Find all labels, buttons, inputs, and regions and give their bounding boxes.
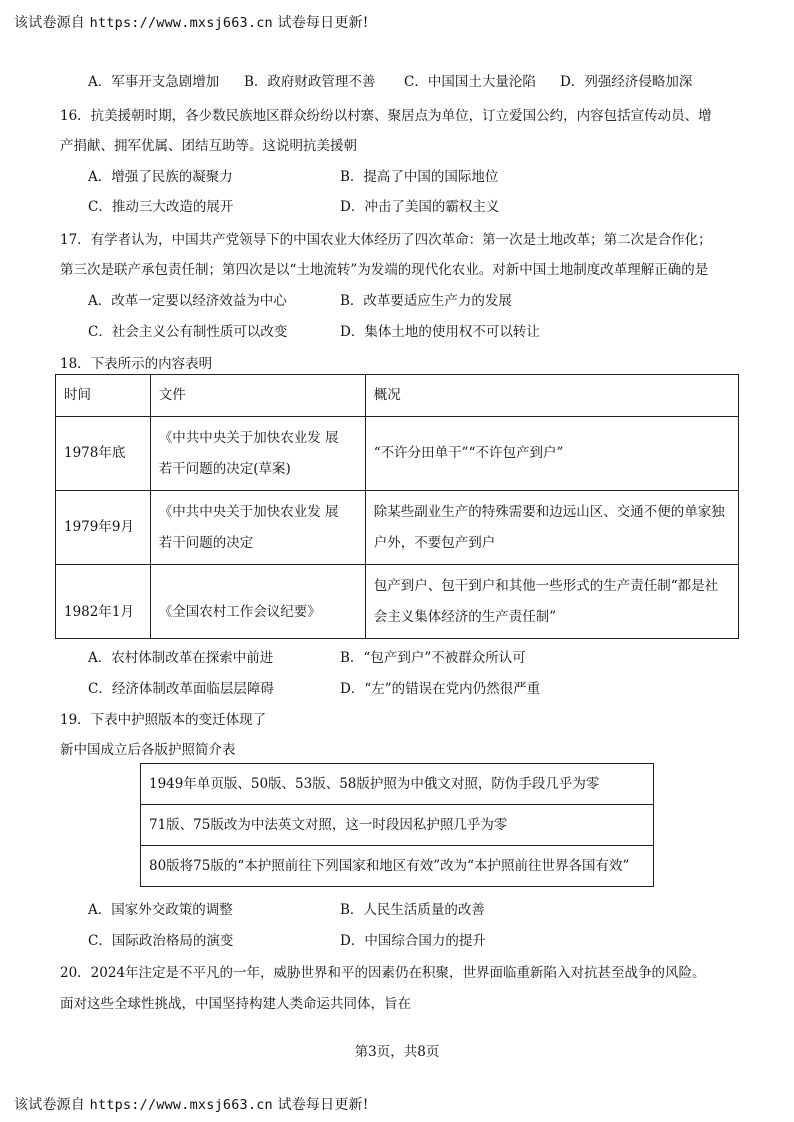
q18-row3-doc xyxy=(150,565,365,639)
banner-url[interactable]: https://www.mxsj663.cn xyxy=(89,1097,273,1113)
table-row xyxy=(56,491,739,565)
q20-stem-line2: 面对这些全球性挑战，中国坚持构建人类命运共同体，旨在 xyxy=(60,996,411,1012)
q18-option-a: A．农村体制改革在探索中前进 xyxy=(88,650,274,666)
q18-header-time: 时间 xyxy=(56,375,151,417)
q20-stem-line1: 20．2024年注定是不平凡的一年，威胁世界和平的因素仍在积聚，世界面临重新陷入对抗甚至战争的风险。 xyxy=(60,965,706,981)
q18-row2-time: 1979年9月 xyxy=(56,491,151,565)
table-row xyxy=(141,805,654,846)
q18-row1-doc-line2: 若干问题的决定(草案) xyxy=(158,460,291,477)
q19-option-d: D．中国综合国力的提升 xyxy=(340,933,486,949)
q16-option-c: C．推动三大改造的展开 xyxy=(88,199,234,215)
q19-row2: 71版、75版改为中法英文对照，这一时段因私护照几乎为零 xyxy=(141,805,654,846)
q16-option-d: D．冲击了美国的霸权主义 xyxy=(340,199,500,215)
q15-option-c: C．中国国土大量沦陷 xyxy=(404,74,536,90)
q18-row1-doc-line1: 《中共中央关于加快农业发 展 xyxy=(158,429,339,446)
q17-stem-line2: 第三次是联产承包责任制；第四次是以“土地流转”为发端的现代化农业。对新中国土地制度改革理解正确的是 xyxy=(60,262,709,278)
q18-row2-doc xyxy=(150,491,365,565)
q18-row3-desc xyxy=(365,565,738,639)
q18-option-b: B．“包产到户”不被群众所认可 xyxy=(340,650,526,666)
q15-option-d: D．列强经济侵略加深 xyxy=(560,74,693,90)
banner-prefix: 该试卷源自 xyxy=(14,1097,85,1113)
q18-row1-desc-line1: “不许分田单干”“不许包产到户” xyxy=(373,445,564,461)
q17-option-c: C．社会主义公有制性质可以改变 xyxy=(88,324,288,340)
q17-option-b: B．改革要适应生产力的发展 xyxy=(340,293,512,309)
q18-row2-desc-line2: 户外，不要包产到户 xyxy=(373,534,496,551)
q19-option-b: B．人民生活质量的改善 xyxy=(340,902,485,918)
table-row xyxy=(141,764,654,805)
q18-row2-doc-line1: 《中共中央关于加快农业发 展 xyxy=(158,503,339,520)
q18-row3-doc-line2: 《全国农村工作会议纪要》 xyxy=(158,604,321,620)
q18-row3-time: 1982年1月 xyxy=(56,565,151,639)
q18-option-d: D．“左”的错误在党内仍然很严重 xyxy=(340,681,541,697)
table-row xyxy=(56,417,739,491)
q18-stem: 18．下表所示的内容表明 xyxy=(60,356,213,372)
q19-table xyxy=(140,763,654,887)
source-banner-top xyxy=(14,12,369,32)
q18-row2-desc xyxy=(365,491,738,565)
q16-option-a: A．增强了民族的凝聚力 xyxy=(88,169,233,185)
banner-url[interactable]: https://www.mxsj663.cn xyxy=(89,15,273,31)
q18-row1-doc xyxy=(150,417,365,491)
page-number: 第3页，共8页 xyxy=(354,1044,440,1060)
q16-stem-line1: 16．抗美援朝时期，各少数民族地区群众纷纷以村寨、聚居点为单位，订立爱国公约，内容包括宣传动员、增 xyxy=(60,108,712,124)
q19-row1: 1949年单页版、50版、53版、58版护照为中俄文对照，防伪手段几乎为零 xyxy=(141,764,654,805)
q17-option-d: D．集体土地的使用权不可以转让 xyxy=(340,324,540,340)
q18-row1-desc xyxy=(365,417,738,491)
q18-header-desc: 概况 xyxy=(365,375,738,417)
q19-table-title: 新中国成立后各版护照简介表 xyxy=(60,742,236,758)
banner-suffix: 试卷每日更新! xyxy=(277,1097,369,1113)
source-banner-bottom xyxy=(14,1094,369,1114)
q18-header-doc: 文件 xyxy=(150,375,365,417)
q18-table xyxy=(55,374,739,639)
q16-stem-line2: 产捐献、拥军优属、团结互助等。这说明抗美援朝 xyxy=(60,138,357,154)
q18-table-header-row xyxy=(56,375,739,417)
table-row xyxy=(141,846,654,887)
q17-stem-line1: 17．有学者认为，中国共产党领导下的中国农业大体经历了四次革命：第一次是土地改革；第二次是合作化； xyxy=(60,232,712,248)
banner-prefix: 该试卷源自 xyxy=(14,15,85,31)
q18-row2-desc-line1: 除某些副业生产的特殊需要和边远山区、交通不便的单家独 xyxy=(373,503,725,520)
q16-option-b: B．提高了中国的国际地位 xyxy=(340,169,499,185)
q18-row1-time: 1978年底 xyxy=(56,417,151,491)
q18-option-c: C．经济体制改革面临层层障碍 xyxy=(88,681,274,697)
table-row xyxy=(56,565,739,639)
q18-row2-doc-line2: 若干问题的决定 xyxy=(158,534,254,551)
banner-suffix: 试卷每日更新! xyxy=(277,15,369,31)
q19-option-a: A．国家外交政策的调整 xyxy=(88,902,233,918)
q19-row3: 80版将75版的“本护照前往下列国家和地区有效”改为“本护照前往世界各国有效” xyxy=(141,846,654,887)
q19-option-c: C．国际政治格局的演变 xyxy=(88,933,234,949)
q19-stem: 19．下表中护照版本的变迁体现了 xyxy=(60,712,267,728)
q18-row3-desc-line1: 包产到户、包干到户和其他一些形式的生产责任制“都是社 xyxy=(373,577,719,594)
q15-option-a: A．军事开支急剧增加 xyxy=(88,74,220,90)
q18-row3-desc-line2: 会主义集体经济的生产责任制” xyxy=(373,608,557,625)
q15-option-b: B．政府财政管理不善 xyxy=(244,74,376,90)
q17-option-a: A．改革一定要以经济效益为中心 xyxy=(88,293,287,309)
